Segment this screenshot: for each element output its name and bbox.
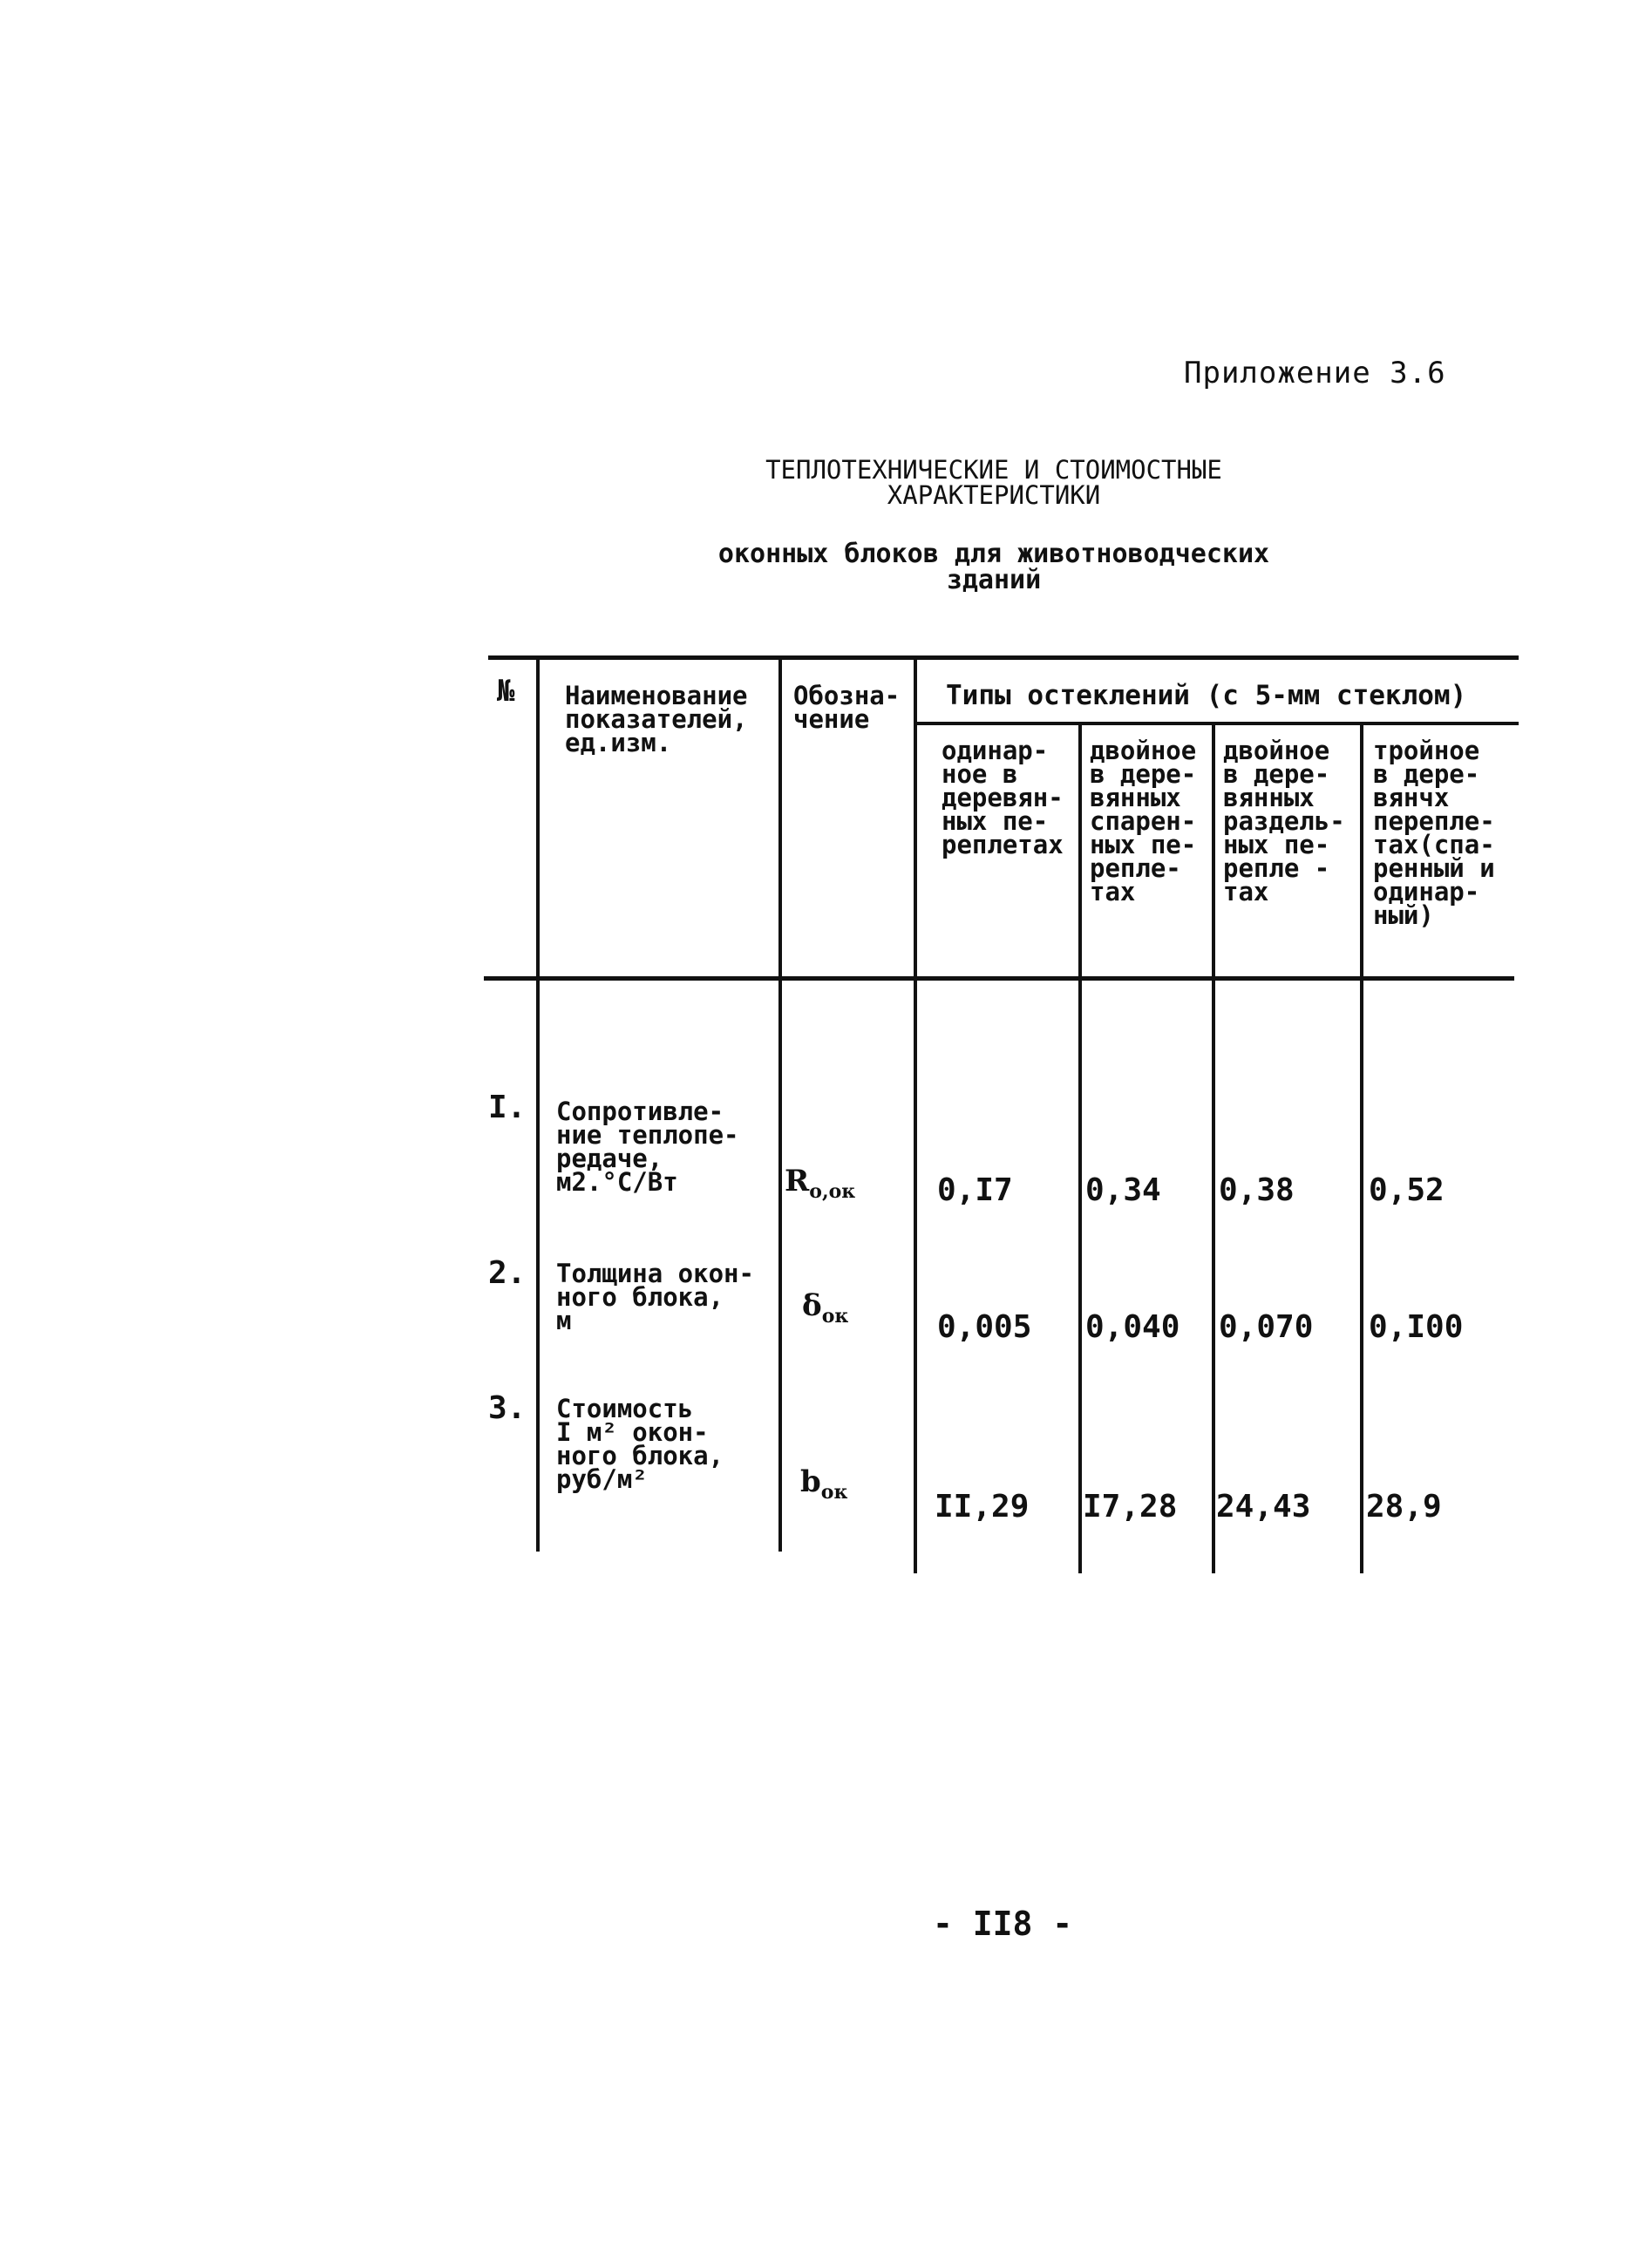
subtitle-line-1: оконных блоков для животноводческих [717, 539, 1270, 569]
col-divider-1 [536, 658, 540, 1552]
header-symbol: Обозна- чение [793, 681, 901, 734]
row-3-number: 3. [488, 1390, 527, 1426]
row-2-value-4: 0,I00 [1369, 1309, 1464, 1345]
row-3-value-1: II,29 [935, 1489, 1030, 1525]
header-types-group: Типы остеклений (с 5-мм стеклом) [946, 680, 1467, 711]
header-type-3: двойное в дере- вянных раздель- ных пе- репле - тах [1223, 736, 1345, 907]
header-no: № [497, 674, 515, 709]
row-3-value-2: I7,28 [1083, 1489, 1178, 1525]
header-type-2: двойное в дере- вянных спарен- ных пе- репле- тах [1090, 736, 1197, 907]
header-type-1: одинар- ное в деревян- ных пе- реплетах [942, 736, 1064, 859]
title-line-2: ХАРАКТЕРИСТИКИ [887, 480, 1101, 510]
appendix-label: Приложение 3.6 [1184, 356, 1446, 391]
row-1-value-4: 0,52 [1369, 1172, 1445, 1208]
title-line-1: ТЕПЛОТЕХНИЧЕСКИЕ И СТОИМОСТНЫЕ [765, 455, 1222, 485]
row-1-name: Сопротивле- ние теплопе- редаче, м2.°С/Вт [556, 1097, 739, 1197]
row-2-value-1: 0,005 [937, 1309, 1032, 1345]
subtitle-line-2: зданий [946, 565, 1042, 595]
col-divider-2 [778, 658, 782, 1552]
header-name: Наименование показателей, ед.изм. [565, 681, 748, 757]
row-1-value-2: 0,34 [1085, 1172, 1161, 1208]
row-3-value-3: 24,43 [1216, 1489, 1311, 1525]
row-3-value-4: 28,9 [1366, 1489, 1442, 1525]
row-1-symbol: $R_{о,ок}$ [785, 1164, 856, 1203]
table-top-rule [488, 655, 1519, 660]
row-2-value-2: 0,040 [1085, 1309, 1180, 1345]
row-2-name: Толщина окон- ного блока, м [556, 1259, 754, 1335]
col-divider-5 [1212, 723, 1215, 1573]
col-divider-3 [914, 658, 917, 1573]
row-2-value-3: 0,070 [1219, 1309, 1314, 1345]
row-1-value-3: 0,38 [1219, 1172, 1295, 1208]
types-group-rule [914, 722, 1519, 725]
row-2-number: 2. [488, 1255, 527, 1291]
col-divider-6 [1360, 723, 1363, 1573]
row-2-symbol: $\delta_{ок}$ [802, 1288, 849, 1328]
row-3-symbol: $b_{ок}$ [800, 1464, 848, 1504]
page-number: - II8 - [933, 1905, 1073, 1943]
col-divider-4 [1078, 723, 1082, 1573]
row-3-name: Стоимость I м² окон- ного блока, руб/м² [556, 1394, 724, 1494]
header-type-4: тройное в дере- вянчх перепле- тах(спа- ренный и одинар- ный) [1373, 736, 1495, 930]
row-1-number: I. [488, 1090, 527, 1125]
row-1-value-1: 0,I7 [937, 1172, 1013, 1208]
